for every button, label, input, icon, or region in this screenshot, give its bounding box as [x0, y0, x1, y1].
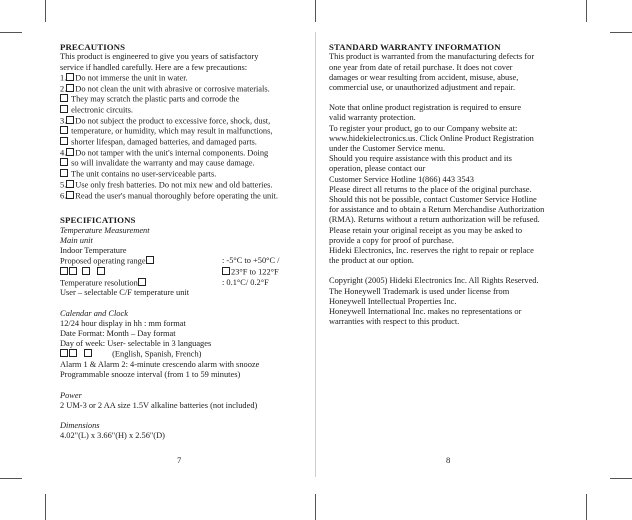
registration-line: under the Customer Service menu.	[329, 144, 446, 154]
precaution-line	[60, 180, 310, 191]
precaution-line	[60, 116, 310, 127]
registration-paragraph	[329, 103, 575, 266]
crop-mark	[610, 478, 632, 479]
glyph-box-icon	[66, 148, 74, 156]
glyph-box-icon	[60, 105, 68, 113]
crop-mark	[586, 494, 587, 520]
resolution-row	[60, 278, 310, 289]
precaution-line	[60, 137, 310, 148]
registration-line: Should you require assistance with this product and its	[329, 154, 512, 164]
left-page	[60, 42, 310, 441]
page-number: 8	[446, 455, 451, 465]
op-range-row	[60, 256, 310, 267]
dimensions-heading: Dimensions	[60, 420, 100, 430]
precautions-title: PRECAUTIONS	[60, 42, 126, 52]
precaution-text: Use only fresh batteries. Do not mix new and old batteries.	[75, 180, 273, 190]
precaution-text: so will invalidate the warranty and may cause damage.	[71, 158, 255, 168]
languages-text: (English, Spanish, French)	[112, 349, 202, 359]
calendar-line: Day of week: User- selectable in 3 languages	[60, 339, 212, 349]
precaution-number: 6.	[60, 191, 67, 201]
glyph-box-icon	[66, 73, 74, 81]
precaution-text: Do not immerse the unit in water.	[75, 73, 188, 83]
copyright-line: warranties with respect to this product.	[329, 317, 460, 327]
registration-line: www.hidekielectronics.us. Click Online Product Registration	[329, 133, 534, 143]
copyright-line: Honeywell Intellectual Properties Inc.	[329, 296, 457, 306]
warranty-line: commercial use, or unauthorized adjustment and repair.	[329, 83, 516, 93]
precaution-text: temperature, or humidity, which may result in malfunctions,	[71, 126, 273, 136]
registration-line: Hideki Electronics, Inc. reserves the right to repair or replace	[329, 246, 534, 256]
precaution-number: 4.	[60, 148, 67, 158]
resolution-label: Temperature resolution	[60, 278, 138, 288]
precaution-number: 2.	[60, 84, 67, 94]
precaution-text: Do not tamper with the unit's internal components. Doing	[75, 148, 269, 158]
glyph-box-icon	[66, 180, 74, 188]
calendar-line: Date Format: Month – Day format	[60, 328, 176, 338]
intro-line: This product is engineered to give you years of satisfactory	[60, 52, 259, 62]
precaution-line	[60, 169, 310, 180]
languages-row	[60, 349, 310, 360]
glyph-box-icon	[84, 349, 92, 357]
precaution-text: The unit contains no user-serviceable parts.	[70, 169, 217, 179]
registration-line: provide a copy for proof of purchase.	[329, 235, 454, 245]
precaution-line	[60, 84, 310, 95]
glyph-box-icon	[60, 349, 68, 357]
precaution-number: 1.	[60, 73, 67, 83]
calendar-heading: Calendar and Clock	[60, 308, 128, 318]
power-heading: Power	[60, 390, 82, 400]
precaution-number: 5.	[60, 180, 67, 190]
precaution-text: Read the user's manual thoroughly before operating the unit.	[75, 191, 278, 201]
glyph-box-icon	[60, 137, 68, 145]
main-unit-heading: Main unit	[60, 235, 93, 245]
power-line: 2 UM-3 or 2 AA size 1.5V alkaline batteries (not included)	[60, 400, 258, 410]
glyph-box-icon	[66, 116, 74, 124]
temp-heading: Temperature Measurement	[60, 225, 150, 235]
precaution-text: They may scratch the plastic parts and corrode the	[70, 94, 240, 104]
warranty-line: This product is warranted from the manufacturing defects for	[329, 52, 535, 62]
calendar-line: 12/24 hour display in hh : mm format	[60, 318, 186, 328]
glyph-box-icon	[66, 191, 74, 199]
registration-line: Note that online product registration is required to ensure	[329, 103, 522, 113]
crop-mark	[586, 0, 587, 22]
precaution-line	[60, 191, 310, 202]
precaution-line	[60, 158, 310, 169]
right-page	[329, 42, 575, 327]
warranty-line: one year from date of retail purchase. It does not cover	[329, 62, 513, 72]
registration-line: operation, please contact our	[329, 164, 426, 174]
op-range-row-2	[60, 267, 310, 278]
alarm-line: Programmable snooze interval (from 1 to 59 minutes)	[60, 370, 241, 380]
op-range-value: : -5°C to +50°C /	[222, 256, 280, 266]
crop-mark	[315, 0, 316, 22]
page-number: 7	[177, 455, 182, 465]
glyph-box-icon	[60, 126, 68, 134]
precaution-text: Do not subject the product to excessive force, shock, dust,	[75, 116, 271, 126]
precautions-list	[60, 73, 310, 201]
glyph-box-icon	[222, 267, 230, 275]
registration-line: (RMA). Returns without a return authorization will be refused.	[329, 215, 540, 225]
crop-mark	[315, 494, 316, 520]
glyph-box-icon	[60, 158, 68, 166]
copyright-line: Honeywell International Inc. makes no representations or	[329, 307, 522, 317]
op-range-label: Proposed operating range	[60, 256, 146, 266]
registration-line: Please direct all returns to the place of the original purchase.	[329, 184, 532, 194]
precaution-line	[60, 148, 310, 159]
registration-line: for assistance and to obtain a Return Merchandise Authorization	[329, 205, 545, 215]
warranty-line: damages or wear resulting from accident, misuse, abuse,	[329, 72, 519, 82]
op-range-value-2: 23°F to 122°F	[231, 267, 279, 277]
glyph-box-icon	[138, 278, 146, 286]
crop-mark	[0, 32, 22, 33]
glyph-box-icon	[60, 94, 68, 102]
precaution-line	[60, 94, 310, 105]
registration-line: Should this not be possible, contact Customer Service Hotline	[329, 195, 537, 205]
glyph-box-icon	[146, 256, 154, 264]
registration-line: Customer Service Hotline 1(866) 443 3543	[329, 174, 474, 184]
indoor-temp: Indoor Temperature	[60, 246, 127, 256]
precaution-text: electronic circuits.	[71, 105, 133, 115]
registration-line: the product at our option.	[329, 256, 414, 266]
intro-line: service if handled carefully. Here are a few precautions:	[60, 62, 248, 72]
glyph-box-icon	[69, 267, 77, 275]
glyph-box-icon	[60, 267, 68, 275]
glyph-box-icon	[82, 267, 90, 275]
glyph-box-icon	[66, 84, 74, 92]
glyph-box-icon	[69, 349, 77, 357]
precaution-text: shorter lifespan, damaged batteries, and damaged parts.	[71, 137, 257, 147]
warranty-title: STANDARD WARRANTY INFORMATION	[329, 42, 501, 52]
alarm-line: Alarm 1 & Alarm 2: 4-minute crescendo alarm with snooze	[60, 360, 260, 370]
copyright-line: Copyright (2005) Hideki Electronics Inc. All Rights Reserved.	[329, 276, 539, 286]
precaution-text: Do not clean the unit with abrasive or corrosive materials.	[75, 84, 270, 94]
registration-line: valid warranty protection.	[329, 113, 416, 123]
crop-mark	[45, 0, 46, 22]
dimensions-line: 4.02"(L) x 3.66"(H) x 2.56"(D)	[60, 431, 165, 441]
warranty-paragraph	[329, 52, 575, 93]
specifications-title: SPECIFICATIONS	[60, 215, 136, 226]
precaution-line	[60, 73, 310, 84]
crop-mark	[0, 478, 22, 479]
registration-line: Please retain your original receipt as you may be asked to	[329, 225, 523, 235]
resolution-value: : 0.1°C/ 0.2°F	[222, 277, 269, 287]
copyright-paragraph	[329, 276, 575, 327]
precaution-line	[60, 126, 310, 137]
glyph-box-icon	[60, 169, 68, 177]
copyright-line: The Honeywell Trademark is used under license from	[329, 286, 510, 296]
user-select-line: User – selectable C/F temperature unit	[60, 288, 190, 298]
precaution-number: 3.	[60, 116, 67, 126]
registration-line: To register your product, go to our Company website at:	[329, 123, 518, 133]
crop-mark	[610, 32, 632, 33]
page-divider	[315, 32, 316, 477]
glyph-box-icon	[97, 267, 105, 275]
crop-mark	[45, 494, 46, 520]
precaution-line	[60, 105, 310, 116]
